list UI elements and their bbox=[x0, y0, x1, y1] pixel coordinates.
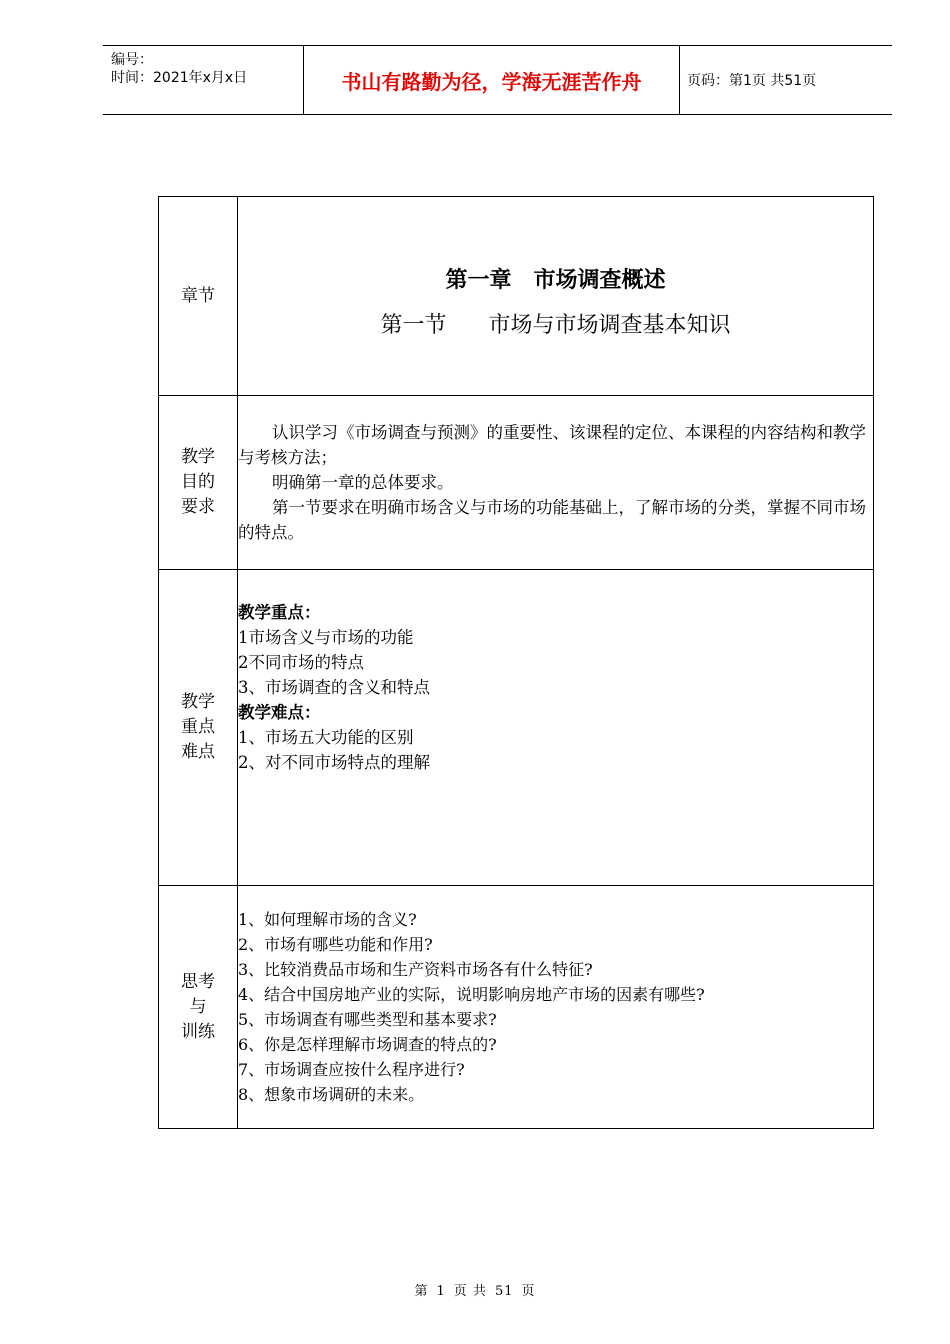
focus-item: 2不同市场的特点 bbox=[238, 653, 364, 672]
chapter-cell bbox=[238, 197, 874, 396]
exercise-item: 3、比较消费品市场和生产资料市场各有什么特征? bbox=[238, 960, 593, 979]
footer-suffix: 页 bbox=[521, 1284, 536, 1299]
exercise-item: 2、市场有哪些功能和作用? bbox=[238, 935, 433, 954]
exercise-item: 8、想象市场调研的未来。 bbox=[238, 1085, 425, 1104]
header-motto: 书山有路勤为径，学海无涯苦作舟 bbox=[303, 46, 680, 114]
difficulty-item: 2、对不同市场特点的理解 bbox=[238, 753, 430, 772]
objective-paragraph: 认识学习《市场调查与预测》的重要性、该课程的定位、本课程的内容结构和教学与考核方法； bbox=[238, 423, 866, 467]
exercise-item: 4、结合中国房地产业的实际，说明影响房地产市场的因素有哪些? bbox=[238, 985, 705, 1004]
focus-item: 3、市场调查的含义和特点 bbox=[238, 678, 430, 697]
key-points-cell bbox=[238, 570, 874, 886]
label-objectives: 教学 目的 要求 bbox=[159, 396, 238, 570]
label-chapter: 章节 bbox=[159, 197, 238, 396]
row-objectives bbox=[159, 396, 874, 570]
header-page-info bbox=[679, 46, 892, 114]
footer-mid: 页 共 bbox=[453, 1284, 487, 1299]
footer-prefix: 第 bbox=[414, 1284, 429, 1299]
chapter-title: 第一章 市场调查概述 bbox=[445, 268, 666, 293]
objective-paragraph: 明确第一章的总体要求。 bbox=[272, 473, 454, 492]
label-exercises: 思考 与 训练 bbox=[159, 886, 238, 1129]
focus-heading: 教学重点： bbox=[238, 603, 321, 622]
footer-page-number: 1 bbox=[436, 1284, 446, 1299]
document-date: 时间：2021年x月x日 bbox=[111, 70, 248, 86]
section-heading bbox=[238, 308, 873, 339]
header-page-label: 页码：第1页 共51页 bbox=[687, 73, 817, 89]
document-number: 编号： bbox=[111, 52, 153, 68]
row-exercises bbox=[159, 886, 874, 1129]
objective-paragraph: 第一节要求在明确市场含义与市场的功能基础上，了解市场的分类，掌握不同市场的特点。 bbox=[238, 498, 866, 542]
objectives-cell bbox=[238, 396, 874, 570]
label-key-points: 教学 重点 难点 bbox=[159, 570, 238, 886]
exercise-item: 6、你是怎样理解市场调查的特点的? bbox=[238, 1035, 497, 1054]
difficulty-heading: 教学难点： bbox=[238, 703, 321, 722]
section-title: 市场与市场调查基本知识 bbox=[488, 313, 731, 338]
row-key-points bbox=[159, 570, 874, 886]
section-prefix: 第一节 bbox=[380, 313, 447, 338]
exercise-item: 1、如何理解市场的含义? bbox=[238, 910, 417, 929]
difficulty-item: 1、市场五大功能的区别 bbox=[238, 728, 414, 747]
page-footer bbox=[0, 1280, 950, 1299]
row-chapter bbox=[159, 197, 874, 396]
footer-total-pages: 51 bbox=[494, 1284, 514, 1299]
header-meta bbox=[103, 46, 303, 114]
lesson-plan-table bbox=[158, 196, 874, 1129]
focus-item: 1市场含义与市场的功能 bbox=[238, 628, 414, 647]
exercise-item: 5、市场调查有哪些类型和基本要求? bbox=[238, 1010, 497, 1029]
exercises-cell bbox=[238, 886, 874, 1129]
exercise-item: 7、市场调查应按什么程序进行? bbox=[238, 1060, 465, 1079]
page-header bbox=[103, 45, 892, 115]
